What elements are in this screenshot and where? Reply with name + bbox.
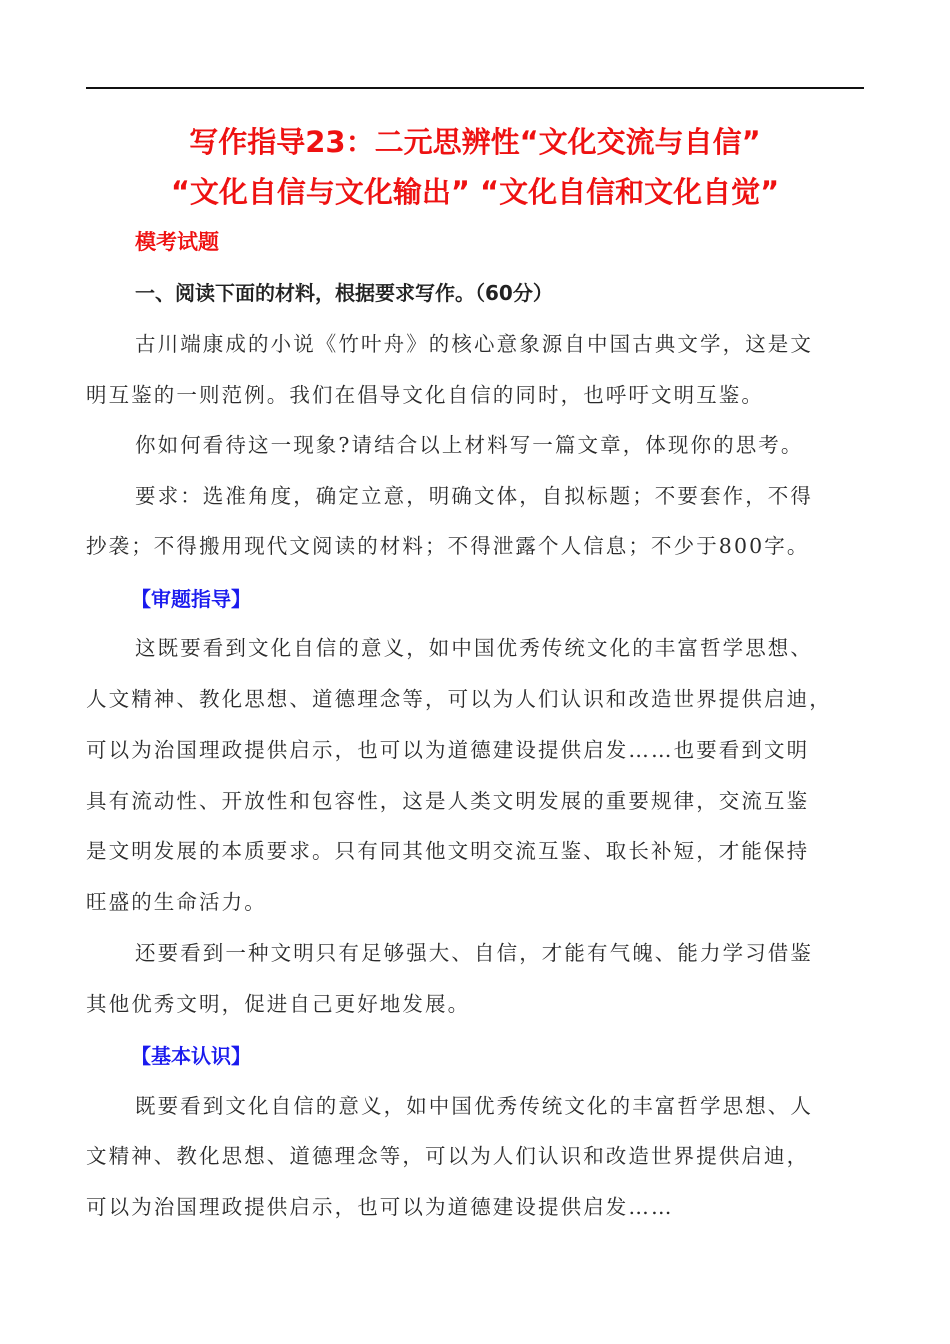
section-heading-basic: 【基本认识】 [131, 1044, 251, 1068]
guide-paragraph-line: 是文明发展的本质要求。只有同其他文明交流互鉴、取长补短，才能保持 [86, 839, 810, 863]
guide-paragraph-line: 其他优秀文明，促进自己更好地发展。 [86, 992, 471, 1016]
document-title-line-2: “文化自信与文化输出” “文化自信和文化自觉” [170, 175, 780, 209]
guide-paragraph-line: 可以为治国理政提供启示，也可以为道德建设提供启发……也要看到文明 [86, 738, 810, 762]
document-title-line-1: 写作指导23：二元思辨性“文化交流与自信” [189, 125, 761, 159]
guide-paragraph-line: 还要看到一种文明只有足够强大、自信，才能有气魄、能力学习借鉴 [135, 941, 813, 965]
basic-paragraph-line: 既要看到文化自信的意义，如中国优秀传统文化的丰富哲学思想、人 [135, 1094, 813, 1118]
guide-paragraph-line: 具有流动性、开放性和包容性，这是人类文明发展的重要规律，交流互鉴 [86, 789, 810, 813]
requirements-line: 抄袭；不得搬用现代文阅读的材料；不得泄露个人信息；不少于800字。 [86, 534, 810, 558]
section-heading-mock-exam: 模考试题 [135, 230, 219, 254]
guide-paragraph-line: 这既要看到文化自信的意义，如中国优秀传统文化的丰富哲学思想、 [135, 636, 813, 660]
basic-paragraph-line: 可以为治国理政提供启示，也可以为道德建设提供启发…… [86, 1195, 674, 1219]
writing-prompt: 你如何看待这一现象?请结合以上材料写一篇文章，体现你的思考。 [135, 433, 804, 457]
section-heading-guide: 【审题指导】 [131, 587, 251, 611]
header-rule [86, 87, 864, 89]
guide-paragraph-line: 人文精神、教化思想、道德理念等，可以为人们认识和改造世界提供启迪， [86, 687, 832, 711]
requirements-line: 要求：选准角度，确定立意，明确文体，自拟标题；不要套作，不得 [135, 484, 813, 508]
basic-paragraph-line: 文精神、教化思想、道德理念等，可以为人们认识和改造世界提供启迪， [86, 1144, 810, 1168]
guide-paragraph-line: 旺盛的生命活力。 [86, 890, 267, 914]
material-line: 古川端康成的小说《竹叶舟》的核心意象源自中国古典文学，这是文 [135, 332, 813, 356]
question-heading: 一、阅读下面的材料，根据要求写作。（60分） [135, 281, 553, 305]
material-line: 明互鉴的一则范例。我们在倡导文化自信的同时，也呼吁文明互鉴。 [86, 383, 764, 407]
